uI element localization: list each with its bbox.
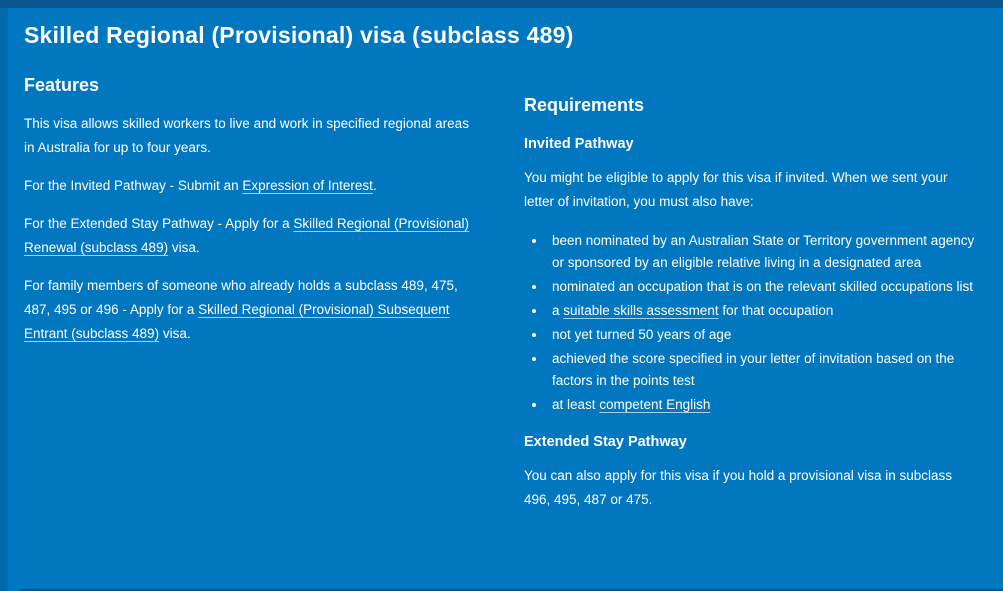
text-segment: nominated an occupation that is on the relevant skilled occupations list (552, 279, 974, 294)
requirements-heading: Requirements (524, 95, 645, 115)
invited-pathway-intro (524, 166, 979, 214)
text-segment: been nominated by an Australian State or Territory government agency or sponsored by an eligible relative living in a designated area (552, 233, 975, 270)
page-title: Skilled Regional (Provisional) visa (subclass 489) (24, 22, 574, 48)
link-competent-english[interactable]: competent English (599, 397, 711, 412)
invited-pathway-subheading: Invited Pathway (524, 136, 634, 152)
features-paragraph-2 (24, 174, 474, 198)
text-segment: For the Extended Stay Pathway - Apply for a (24, 216, 294, 231)
features-paragraph-4 (24, 274, 474, 346)
text-segment: for that occupation (718, 303, 834, 318)
list-item (547, 348, 979, 392)
link-skilled-regional-renewal[interactable]: Skilled Regional (Provisional) Renewal (subclass 489) (24, 216, 469, 255)
list-item (547, 230, 979, 274)
list-item (547, 394, 979, 416)
features-paragraph-3 (24, 212, 474, 260)
list-item (547, 276, 979, 298)
text-segment: a (552, 303, 564, 318)
text-segment: This visa allows skilled workers to live and work in specified regional areas in Australia for up to four years. (24, 116, 469, 155)
extended-stay-paragraph (524, 464, 979, 512)
text-segment: not yet turned 50 years of age (552, 327, 732, 342)
invited-requirements-list (524, 230, 979, 416)
link-expression-of-interest[interactable]: Expression of Interest (242, 178, 373, 193)
list-item (547, 300, 979, 322)
list-item (547, 324, 979, 346)
features-heading: Features (24, 75, 100, 95)
requirements-section (524, 75, 979, 526)
text-segment: at least (552, 397, 600, 412)
features-section (24, 75, 474, 360)
content-columns (24, 75, 979, 526)
extended-stay-pathway-subheading: Extended Stay Pathway (524, 434, 687, 450)
link-skills-assessment[interactable]: suitable skills assessment (563, 303, 719, 318)
text-segment: . (372, 178, 377, 193)
text-segment: You can also apply for this visa if you hold a provisional visa in subclass 496, 495, 487 or 475. (524, 468, 952, 507)
text-segment: For the Invited Pathway - Submit an (24, 178, 243, 193)
text-segment: achieved the score specified in your letter of invitation based on the factors in the points test (552, 351, 955, 388)
text-segment: For family members of someone who already holds a subclass 489, 475, 487, 495 or 496 - Apply for a (24, 278, 458, 317)
features-paragraph-1 (24, 112, 474, 160)
text-segment: visa. (168, 240, 200, 255)
link-subsequent-entrant[interactable]: Skilled Regional (Provisional) Subsequent Entrant (subclass 489) (24, 302, 450, 341)
text-segment: You might be eligible to apply for this visa if invited. When we sent your letter of invitation, you must also have: (524, 170, 948, 209)
text-segment: visa. (159, 326, 191, 341)
